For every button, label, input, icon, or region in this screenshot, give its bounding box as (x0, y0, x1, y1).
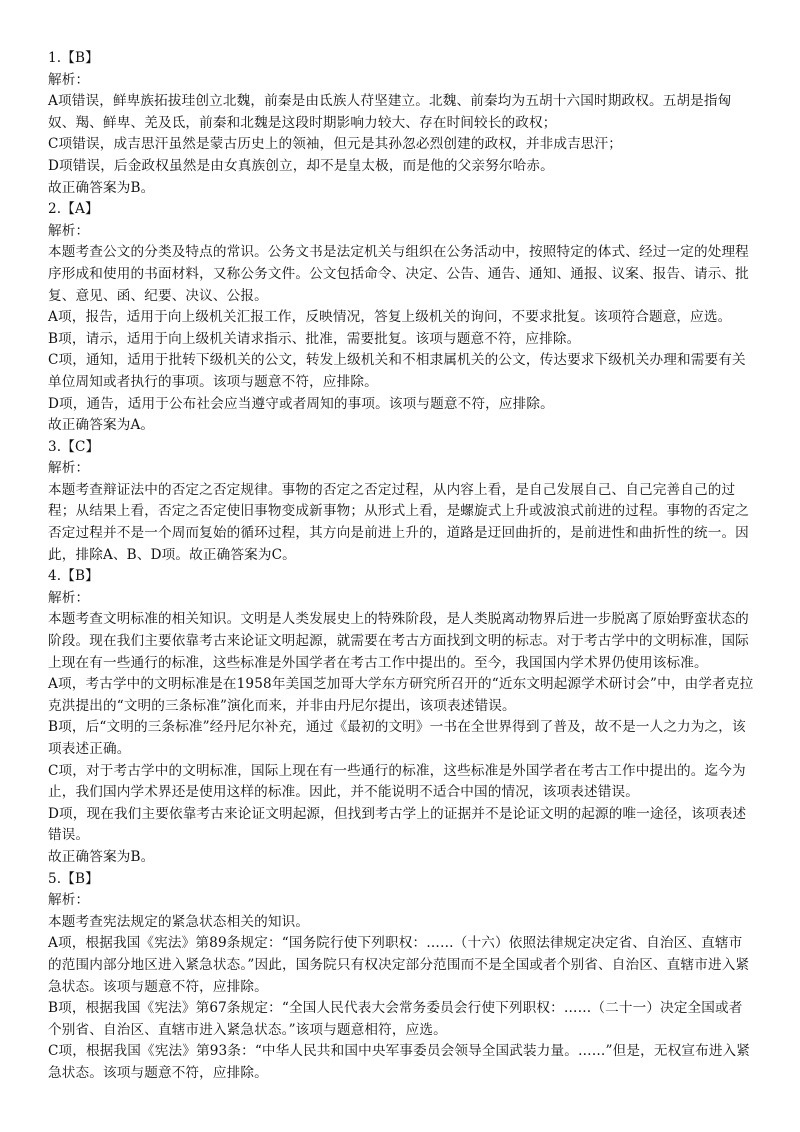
q4-answer: 4.【B】 (48, 568, 99, 585)
q1-analysis-label: 解析： (48, 71, 90, 88)
q2-option-a: A项，报告，适用于向上级机关汇报工作，反映情况，答复上级机关的询问，不要求批复。该项符合题意，应选。 (48, 309, 732, 326)
q2-analysis-label: 解析： (48, 222, 90, 239)
q1-option-d: D项错误，后金政权虽然是由女真族创立，却不是皇太极，而是他的父亲努尔哈赤。 (48, 157, 554, 174)
q4-option-d: D项，现在我们主要依靠考古来论证文明起源，但找到考古学上的证据并不是论证文明的起源的唯一途径，该项表述错误。 (48, 805, 747, 844)
q3-intro: 本题考查辩证法中的否定之否定规律。事物的否定之否定过程，从内容上看，是自己发展自己、自己完善自己的过程；从结果上看，否定之否定使旧事物变成新事物；从形式上看，是螺旋式上升或波浪式前进的过程。事物的否定之否定过程并不是一个周而复始的循环过程，其方向是前进上升的，道路是迂回曲折的，是前进性和曲折性的统一。因此，排除A、B、D项。故正确答案为C。 (48, 481, 749, 563)
q1-option-a: A项错误，鲜卑族拓拔珪创立北魏，前秦是由氐族人苻坚建立。北魏、前秦均为五胡十六国时期政权。五胡是指匈奴、羯、鲜卑、羌及氐，前秦和北魏是这段时期影响力较大、存在时间较长的政权； (48, 93, 732, 131)
q4-intro: 本题考查文明标准的相关知识。文明是人类发展史上的特殊阶段，是人类脱离动物界后进一步脱离了原始野蛮状态的阶段。现在我们主要依靠考古来论证文明起源，就需要在考古方面找到文明的标志。对于考古学中的文明标准，国际上现在有一些通行的标准，这些标准是外国学者在考古工作中提出的。至今，我国国内学术界仍使用该标准。 (48, 611, 749, 671)
q3-analysis-label: 解析： (48, 460, 90, 477)
q1-answer: 1.【B】 (48, 50, 99, 66)
q5-answer: 5.【B】 (48, 870, 99, 887)
q2-option-b: B项，请示，适用于向上级机关请求指示、批准，需要批复。该项与题意不符，应排除。 (48, 330, 581, 347)
q2-conclusion: 故正确答案为A。 (48, 417, 155, 434)
q1-conclusion: 故正确答案为B。 (48, 179, 155, 196)
q4-analysis-label: 解析： (48, 589, 90, 606)
q5-option-b: B项，根据我国《宪法》第67条规定：“全国人民代表大会常务委员会行使下列职权：……（二十一）决定全国或者个别省、自治区、直辖市进入紧急状态。”该项与题意相符，应选。 (48, 1000, 743, 1038)
q2-option-d: D项，通告，适用于公布社会应当遵守或者周知的事项。该项与题意不符，应排除。 (48, 395, 554, 412)
q3-answer: 3.【C】 (48, 438, 100, 455)
q2-answer: 2.【A】 (48, 201, 99, 218)
q2-intro: 本题考查公文的分类及特点的常识。公务文书是法定机关与组织在公务活动中，按照特定的体式、经过一定的处理程序形成和使用的书面材料，又称公务文件。公文包括命令、决定、公告、通告、通知、通报、议案、报告、请示、批复、意见、函、纪要、决议、公报。 (48, 244, 749, 304)
q5-analysis-label: 解析： (48, 892, 90, 909)
document-page (48, 48, 754, 1085)
q4-option-b: B项，后“文明的三条标准”经丹尼尔补充，通过《最初的文明》一书在全世界得到了普及，故不是一人之力为之，该项表述正确。 (48, 719, 746, 757)
q4-conclusion: 故正确答案为B。 (48, 848, 155, 865)
q5-option-a: A项，根据我国《宪法》第89条规定：“国务院行使下列职权：……（十六）依照法律规定决定省、自治区、直辖市的范围内部分地区进入紧急状态。”因此，国务院只有权决定部分范围而不是全国或者个别省、自治区、直辖市进入紧急状态。该项与题意不符，应排除。 (48, 935, 750, 995)
q4-option-c: C项，对于考古学中的文明标准，国际上现在有一些通行的标准，这些标准是外国学者在考古工作中提出的。迄今为止，我们国内学术界还是使用这样的标准。因此，并不能说明不适合中国的情况，该项表述错误。 (48, 762, 746, 801)
q5-intro: 本题考查宪法规定的紧急状态相关的知识。 (48, 913, 310, 930)
q5-option-c: C项，根据我国《宪法》第93条：“中华人民共和国中央军事委员会领导全国武装力量。……”但是，无权宣布进入紧急状态。该项与题意不符，应排除。 (48, 1043, 751, 1081)
q4-option-a: A项，考古学中的文明标准是在1958年美国芝加哥大学东方研究所召开的“近东文明起源学术研讨会”中，由学者克拉克洪提出的“文明的三条标准”演化而来，并非由丹尼尔提出，该项表述错误。 (48, 676, 754, 714)
q1-option-c: C项错误，成吉思汗虽然是蒙古历史上的领袖，但元是其孙忽必烈创建的政权，并非成吉思汗； (48, 136, 623, 153)
q2-option-c: C项，通知，适用于批转下级机关的公文，转发上级机关和不相隶属机关的公文，传达要求下级机关办理和需要有关单位周知或者执行的事项。该项与题意不符，应排除。 (48, 352, 746, 390)
